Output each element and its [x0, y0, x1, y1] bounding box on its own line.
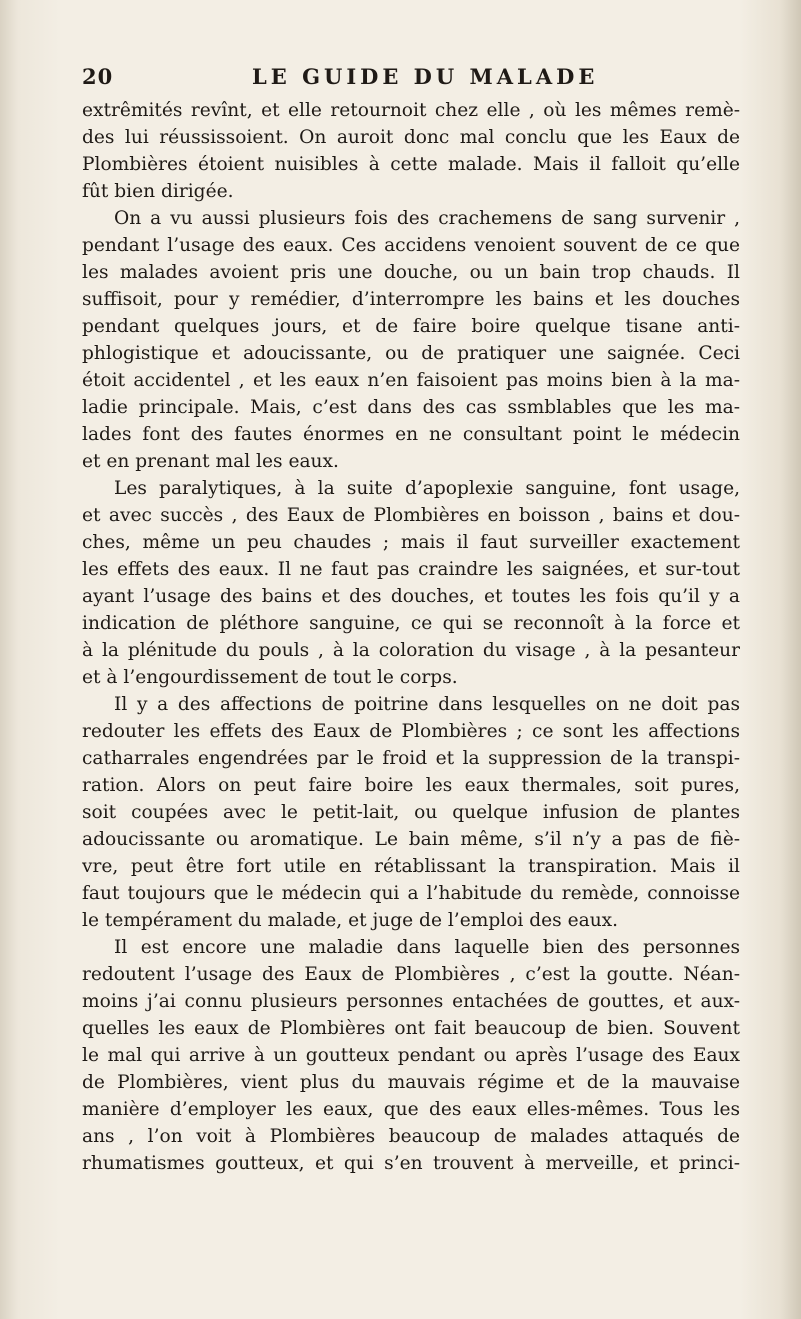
text-line: indication de pléthore sanguine, ce qui se reconnoît à la force et — [82, 613, 740, 634]
text-line: et en prenant mal les eaux. — [82, 451, 339, 472]
text-line: les effets des eaux. Il ne faut pas craindre les saignées, et sur-tout — [82, 559, 740, 580]
text-line: ans , l’on voit à Plombières beaucoup de malades attaqués de — [82, 1126, 740, 1147]
text-line: On a vu aussi plusieurs fois des crachemens de sang survenir , — [114, 208, 740, 229]
text-line: soit coupées avec le petit-lait, ou quelque infusion de plantes — [82, 802, 740, 823]
text-line: fût bien dirigée. — [82, 181, 234, 202]
text-line: rhumatismes goutteux, et qui s’en trouvent à merveille, et princi- — [82, 1153, 740, 1174]
text-line: redouter les effets des Eaux de Plombières ; ce sont les affections — [82, 721, 740, 742]
text-line: lades font des fautes énormes en ne consultant point le médecin — [82, 424, 740, 445]
text-line: le tempérament du malade, et juge de l’emploi des eaux. — [82, 910, 619, 931]
text-line: moins j’ai connu plusieurs personnes entachées de gouttes, et aux- — [82, 991, 740, 1012]
text-line: Il y a des affections de poitrine dans lesquelles on ne doit pas — [114, 694, 740, 715]
page-header — [82, 64, 742, 94]
text-line: quelles les eaux de Plombières ont fait beaucoup de bien. Souvent — [82, 1018, 740, 1039]
text-line: vre, peut être fort utile en rétablissant la transpiration. Mais il — [82, 856, 740, 877]
text-line: Plombières étoient nuisibles à cette malade. Mais il falloit qu’elle — [82, 154, 740, 175]
text-line: phlogistique et adoucissante, ou de pratiquer une saignée. Ceci — [82, 343, 740, 364]
text-line: extrêmités revînt, et elle retournoit chez elle , où les mêmes remè- — [82, 100, 740, 121]
text-line: faut toujours que le médecin qui a l’habitude du remède, connoisse — [82, 883, 740, 904]
text-line: ayant l’usage des bains et des douches, et toutes les fois qu’il y a — [82, 586, 740, 607]
text-line: adoucissante ou aromatique. Le bain même, s’il n’y a pas de fiè- — [82, 829, 740, 850]
text-line: ration. Alors on peut faire boire les eaux thermales, soit pures, — [82, 775, 740, 796]
text-line: le mal qui arrive à un goutteux pendant ou après l’usage des Eaux — [82, 1045, 740, 1066]
text-line: ladie principale. Mais, c’est dans des cas ssmblables que les ma- — [82, 397, 740, 418]
text-line: et à l’engourdissement de tout le corps. — [82, 667, 458, 688]
text-line: catharrales engendrées par le froid et la suppression de la transpi- — [82, 748, 740, 769]
running-title: LE GUIDE DU MALADE — [252, 64, 599, 89]
body-text — [82, 97, 740, 1177]
page-number: 20 — [82, 64, 114, 89]
text-line: des lui réussissoient. On auroit donc mal conclu que les Eaux de — [82, 127, 740, 148]
text-line: pendant l’usage des eaux. Ces accidens venoient souvent de ce que — [82, 235, 740, 256]
text-line: les malades avoient pris une douche, ou un bain trop chauds. Il — [82, 262, 740, 283]
text-line: suffisoit, pour y remédier, d’interrompre les bains et les douches — [82, 289, 740, 310]
text-line: Les paralytiques, à la suite d’apoplexie sanguine, font usage, — [114, 478, 740, 499]
text-line: redoutent l’usage des Eaux de Plombières , c’est la goutte. Néan- — [82, 964, 740, 985]
text-line: manière d’employer les eaux, que des eaux elles-mêmes. Tous les — [82, 1099, 740, 1120]
text-line: et avec succès , des Eaux de Plombières en boisson , bains et dou- — [82, 505, 740, 526]
text-line: de Plombières, vient plus du mauvais régime et de la mauvaise — [82, 1072, 740, 1093]
text-line: ches, même un peu chaudes ; mais il faut surveiller exactement — [82, 532, 740, 553]
text-line: Il est encore une maladie dans laquelle bien des personnes — [114, 937, 740, 958]
text-line: pendant quelques jours, et de faire boire quelque tisane anti- — [82, 316, 740, 337]
text-line: à la plénitude du pouls , à la coloration du visage , à la pesanteur — [82, 640, 740, 661]
text-line: étoit accidentel , et les eaux n’en faisoient pas moins bien à la ma- — [82, 370, 740, 391]
